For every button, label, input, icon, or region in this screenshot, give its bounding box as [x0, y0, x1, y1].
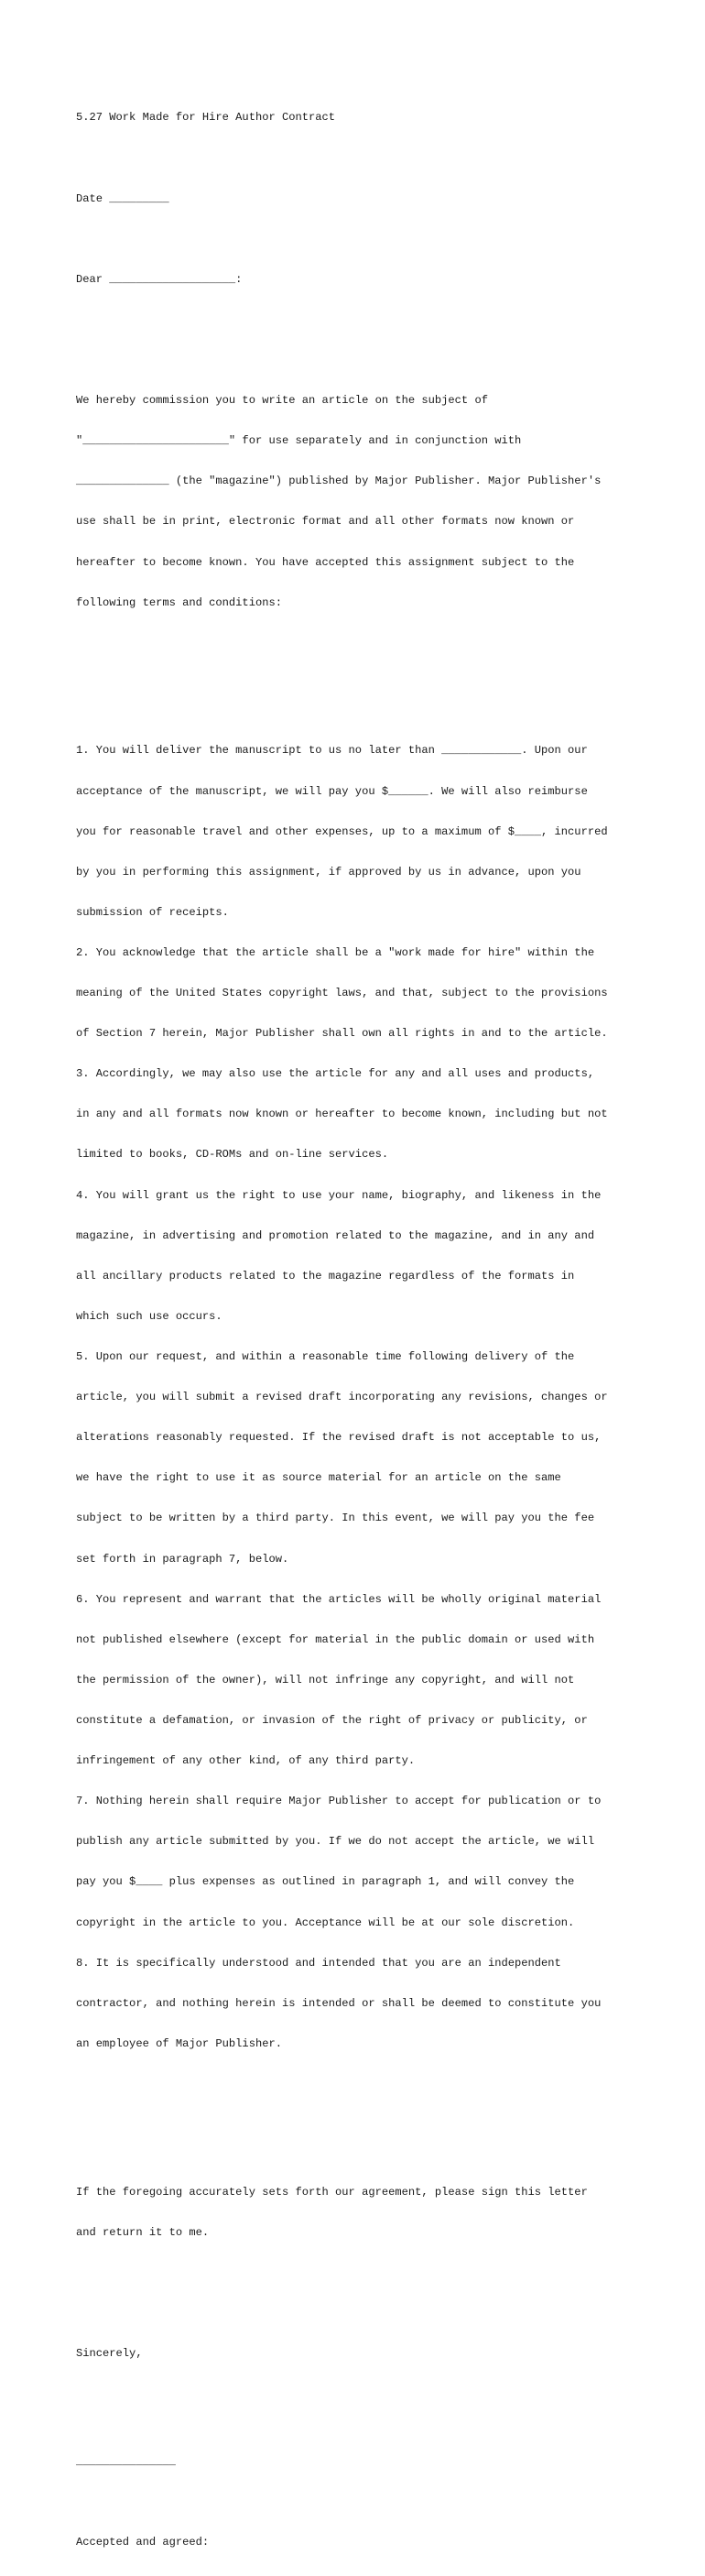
spacer: [76, 2387, 680, 2428]
terms-line: 5. Upon our request, and within a reasonable time following delivery of the: [76, 1350, 575, 1364]
terms-line: subject to be written by a third party. In this event, we will pay you the fee: [76, 1512, 595, 1525]
salutation: Dear ___________________:: [76, 272, 243, 286]
terms-line: acceptance of the manuscript, we will pay you $______. We will also reimburse: [76, 784, 588, 798]
terms-line: contractor, and nothing herein is intended or shall be deemed to constitute you: [76, 1996, 602, 2010]
closing-line: and return it to me.: [76, 2225, 210, 2239]
terms-line: all ancillary products related to the magazine regardless of the formats in: [76, 1269, 575, 1283]
spacer: [76, 2104, 680, 2118]
terms-line: by you in performing this assignment, if approved by us in advance, upon you: [76, 865, 581, 879]
closing-line: If the foregoing accurately sets forth our agreement, please sign this letter: [76, 2185, 588, 2199]
accepted-label: Accepted and agreed:: [76, 2535, 210, 2549]
terms-line: the permission of the owner), will not infringe any copyright, and will not: [76, 1673, 575, 1686]
terms-line: magazine, in advertising and promotion related to the magazine, and in any and: [76, 1228, 595, 1242]
terms-line: 6. You represent and warrant that the articles will be wholly original material: [76, 1592, 602, 1606]
terms-line: set forth in paragraph 7, below.: [76, 1552, 289, 1566]
intro-line: use shall be in print, electronic format and all other formats now known or: [76, 515, 575, 529]
terms-line: meaning of the United States copyright laws, and that, subject to the provisions: [76, 987, 608, 1000]
terms-line: constitute a defamation, or invasion of the right of privacy or publicity, or: [76, 1714, 588, 1728]
spacer: [76, 313, 680, 327]
spacer: [76, 152, 680, 166]
terms-line: which such use occurs.: [76, 1309, 222, 1323]
terms-line: 8. It is specifically understood and intended that you are an independent: [76, 1956, 561, 1970]
terms-line: limited to books, CD-ROMs and on-line services.: [76, 1148, 389, 1162]
spacer: [76, 2293, 680, 2307]
terms-line: submission of receipts.: [76, 905, 229, 919]
terms-line: 7. Nothing herein shall require Major Publisher to accept for publication or to: [76, 1795, 602, 1808]
terms-line: pay you $____ plus expenses as outlined in paragraph 1, and will convey the: [76, 1875, 575, 1889]
intro-line: ______________ (the "magazine") published by Major Publisher. Major Publisher's: [76, 475, 602, 488]
spacer: [76, 663, 680, 677]
terms-line: of Section 7 herein, Major Publisher shall own all rights in and to the article.: [76, 1027, 608, 1041]
terms-line: 1. You will deliver the manuscript to us no later than ____________. Upon our: [76, 744, 588, 758]
signature-line: _______________: [76, 2454, 176, 2468]
terms-line: publish any article submitted by you. If we do not accept the article, we will: [76, 1835, 595, 1849]
closing-paragraph: [76, 2158, 680, 2266]
sign-off: Sincerely,: [76, 2347, 143, 2361]
terms-line: in any and all formats now known or hereafter to become known, including but not: [76, 1108, 608, 1121]
terms-line: 4. You will grant us the right to use your name, biography, and likeness in the: [76, 1188, 602, 1202]
spacer: [76, 2495, 680, 2509]
terms-line: 3. Accordingly, we may also use the article for any and all uses and products,: [76, 1067, 595, 1081]
terms-line: infringement of any other kind, of any third party.: [76, 1754, 416, 1768]
terms-line: article, you will submit a revised draft incorporating any revisions, changes or: [76, 1391, 608, 1404]
intro-line: "______________________" for use separately and in conjunction with: [76, 434, 522, 448]
intro-line: We hereby commission you to write an article on the subject of: [76, 394, 488, 408]
spacer: [76, 233, 680, 246]
document-title: 5.27 Work Made for Hire Author Contract: [76, 111, 336, 125]
terms-list: [76, 717, 680, 2078]
terms-line: you for reasonable travel and other expenses, up to a maximum of $____, incurred: [76, 824, 608, 838]
terms-line: not published elsewhere (except for material in the public domain or used with: [76, 1632, 595, 1646]
terms-line: copyright in the article to you. Acceptance will be at our sole discretion.: [76, 1916, 575, 1929]
date-line: Date _________: [76, 191, 169, 205]
terms-line: we have the right to use it as source material for an article on the same: [76, 1471, 561, 1485]
intro-paragraph: [76, 367, 680, 637]
terms-line: 2. You acknowledge that the article shall be a "work made for hire" within the: [76, 945, 595, 959]
contract-text: [76, 84, 680, 2576]
terms-line: an employee of Major Publisher.: [76, 2036, 282, 2050]
terms-line: alterations reasonably requested. If the revised draft is not acceptable to us,: [76, 1431, 602, 1445]
intro-line: hereafter to become known. You have accepted this assignment subject to the: [76, 555, 575, 569]
intro-line: following terms and conditions:: [76, 595, 282, 609]
